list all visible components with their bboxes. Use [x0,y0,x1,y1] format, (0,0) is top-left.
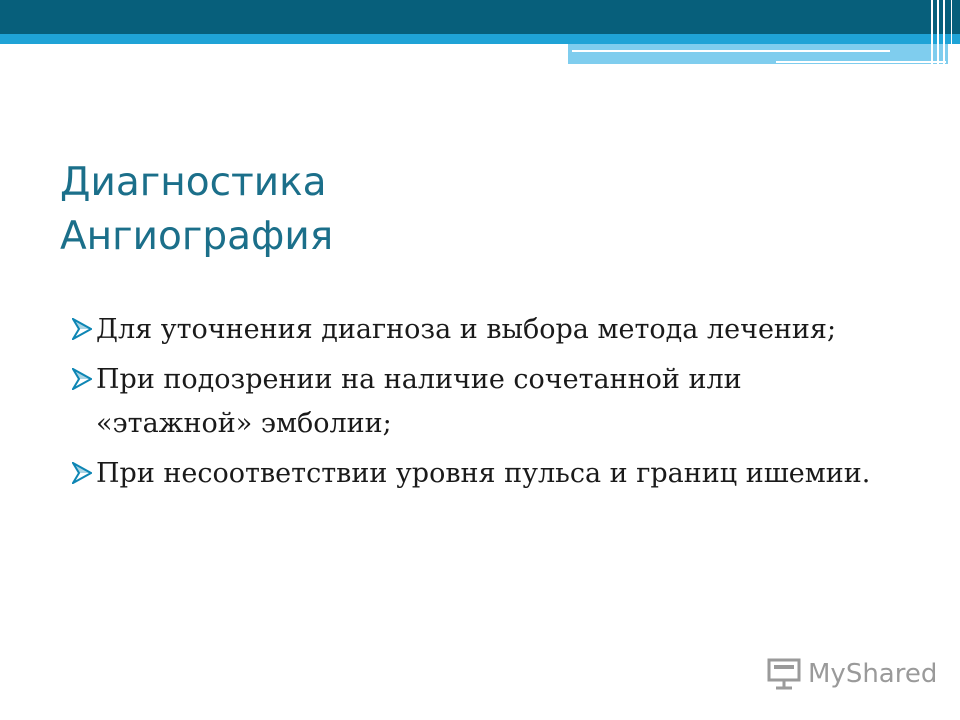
bullet-item [72,358,892,446]
bullet-item [72,452,892,496]
arrowhead-icon [72,368,92,390]
header-decor-line [572,50,890,52]
header-decor-line [776,61,946,63]
header-band [0,0,960,34]
slide-title-line: Диагностика [60,160,327,205]
slide-subtitle-line: Ангиография [60,214,334,259]
slide-title [60,156,333,264]
arrowhead-icon [72,318,92,340]
header-decor-stripe [951,0,952,64]
bullet-text: При несоответствии уровня пульса и границ ишемии. [96,458,871,489]
watermark-logo [766,654,937,694]
bullet-text: При подозрении на наличие сочетанной или «этажной» эмболии; [96,364,742,439]
watermark-text: MyShared [808,659,938,689]
bullet-item [72,308,892,352]
header-decor-stripe [937,0,939,64]
bullet-list [72,308,892,502]
arrowhead-icon [72,462,92,484]
header-accent-band [0,34,960,44]
header-decor-stripe [943,0,945,64]
bullet-text: Для уточнения диагноза и выбора метода лечения; [96,314,837,345]
projector-screen-icon [766,657,802,691]
header-decor-stripe [931,0,933,64]
